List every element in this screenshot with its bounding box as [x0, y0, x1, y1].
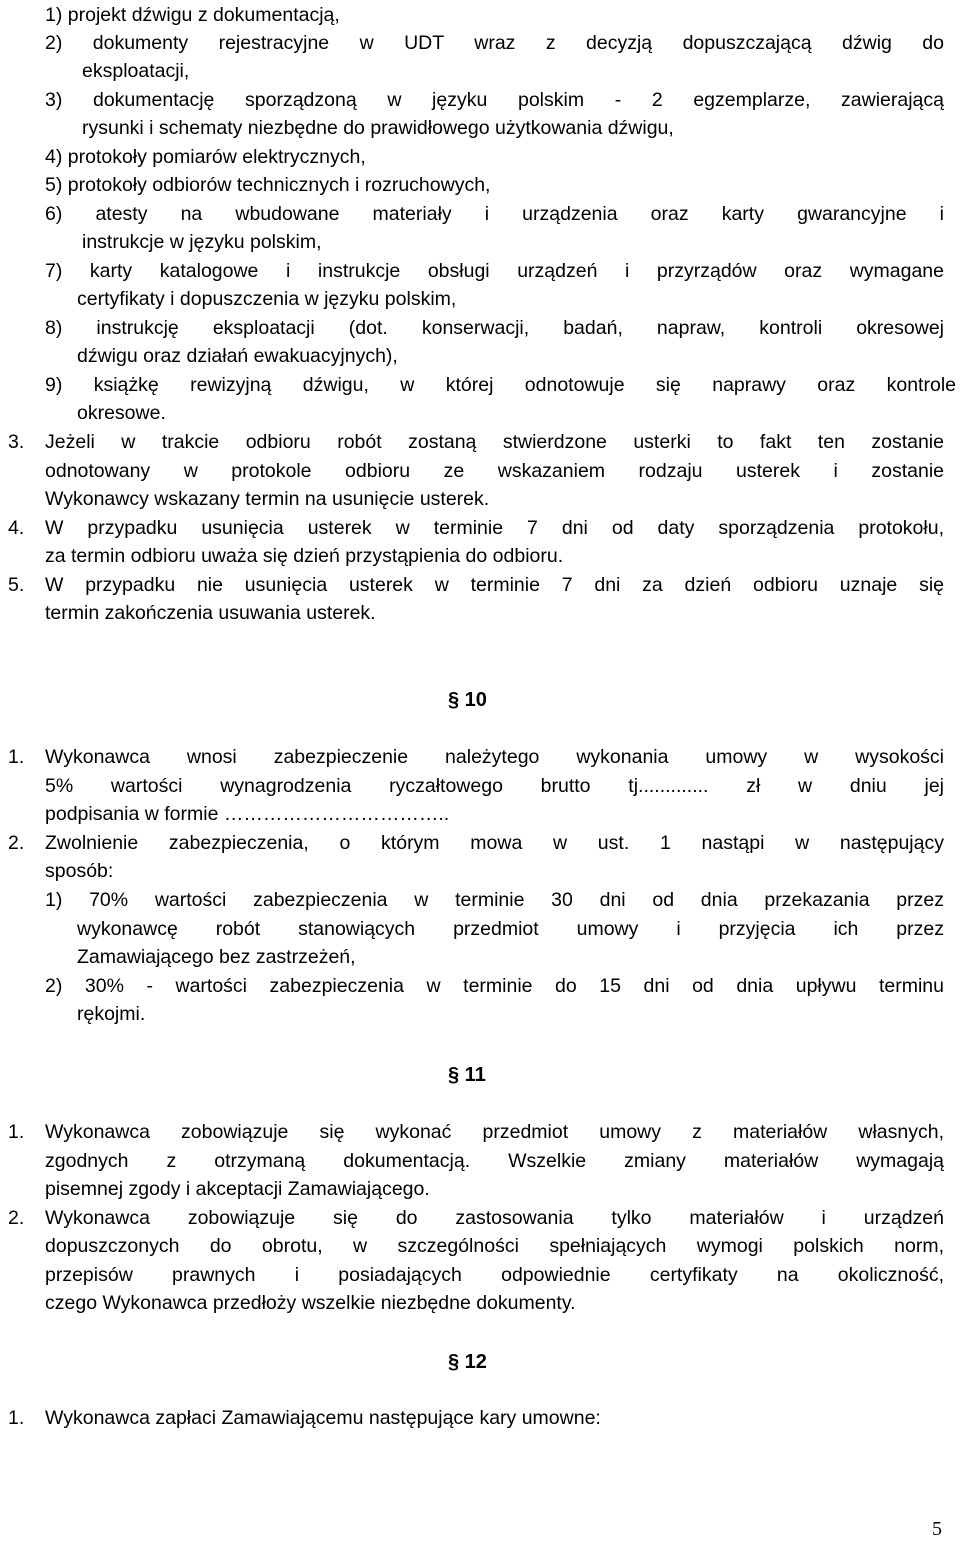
point-number-3: 3.	[8, 431, 25, 453]
s10-point-number-1: 1.	[8, 746, 25, 768]
s11-point-number-2: 2.	[8, 1207, 25, 1229]
section-10-heading: § 10	[448, 689, 487, 711]
list-item-2-cont: eksploatacji,	[82, 60, 190, 82]
s11-point-2-line-1: Wykonawca zobowiązuje się do zastosowania tylko materiałów i urządzeń	[45, 1207, 944, 1229]
s11-point-1-line-3: pisemnej zgody i akceptacji Zamawiającego.	[45, 1178, 430, 1200]
s10-sub-2-line-2: rękojmi.	[77, 1003, 146, 1025]
point-4-line-1: W przypadku usunięcia usterek w terminie 7 dni od daty sporządzenia protokołu,	[45, 517, 944, 539]
s12-point-1-line-1: Wykonawca zapłaci Zamawiającemu następujące kary umowne:	[45, 1407, 601, 1429]
point-number-5: 5.	[8, 574, 25, 596]
list-item-8-cont: dźwigu oraz działań ewakuacyjnych),	[77, 345, 398, 367]
s10-point-1-line-1: Wykonawca wnosi zabezpieczenie należytego wykonania umowy w wysokości	[45, 746, 944, 768]
point-5-line-1: W przypadku nie usunięcia usterek w terminie 7 dni za dzień odbioru uznaje się	[45, 574, 944, 596]
point-3-line-2: odnotowany w protokole odbioru ze wskazaniem rodzaju usterek i zostanie	[45, 460, 944, 482]
s11-point-2-line-3: przepisów prawnych i posiadających odpowiednie certyfikaty na okoliczność,	[45, 1264, 944, 1286]
s11-point-1-line-1: Wykonawca zobowiązuje się wykonać przedmiot umowy z materiałów własnych,	[45, 1121, 944, 1143]
list-item-9: 9) książkę rewizyjną dźwigu, w której odnotowuje się naprawy oraz kontrole	[45, 374, 956, 396]
point-3-line-3: Wykonawcy wskazany termin na usunięcie usterek.	[45, 488, 490, 510]
list-item-7-cont: certyfikaty i dopuszczenia w języku polskim,	[77, 288, 457, 310]
list-item-1: 1) projekt dźwigu z dokumentacją,	[45, 4, 340, 26]
s10-point-number-2: 2.	[8, 832, 25, 854]
s10-point-1-line-2: 5% wartości wynagrodzenia ryczałtowego brutto tj............. zł w dniu jej	[45, 775, 944, 797]
list-item-8: 8) instrukcję eksploatacji (dot. konserwacji, badań, napraw, kontroli okresowej	[45, 317, 944, 339]
list-item-6: 6) atesty na wbudowane materiały i urządzenia oraz karty gwarancyjne i	[45, 203, 944, 225]
point-number-4: 4.	[8, 517, 25, 539]
list-item-9-cont: okresowe.	[77, 402, 166, 424]
s11-point-2-line-2: dopuszczonych do obrotu, w szczególności spełniających wymogi polskich norm,	[45, 1235, 944, 1257]
s10-point-1-line-3: podpisania w formie ……………………………..	[45, 803, 450, 825]
list-item-6-cont: instrukcje w języku polskim,	[82, 231, 322, 253]
list-item-4: 4) protokoły pomiarów elektrycznych,	[45, 146, 366, 168]
list-item-2: 2) dokumenty rejestracyjne w UDT wraz z decyzją dopuszczającą dźwig do	[45, 32, 944, 54]
s10-sub-1-line-2: wykonawcę robót stanowiących przedmiot umowy i przyjęcia ich przez	[77, 918, 944, 940]
point-3-line-1: Jeżeli w trakcie odbioru robót zostaną stwierdzone usterki to fakt ten zostanie	[45, 431, 944, 453]
page-number: 5	[932, 1518, 942, 1540]
list-item-3-cont: rysunki i schematy niezbędne do prawidłowego użytkowania dźwigu,	[82, 117, 674, 139]
section-11-heading: § 11	[448, 1064, 486, 1086]
s10-point-2-line-1: Zwolnienie zabezpieczenia, o którym mowa w ust. 1 nastąpi w następujący	[45, 832, 944, 854]
list-item-3: 3) dokumentację sporządzoną w języku polskim - 2 egzemplarze, zawierającą	[45, 89, 944, 111]
section-12-heading: § 12	[448, 1351, 487, 1373]
s10-point-2-line-2: sposób:	[45, 860, 114, 882]
point-5-line-2: termin zakończenia usuwania usterek.	[45, 602, 376, 624]
s12-point-number-1: 1.	[8, 1407, 25, 1429]
s10-sub-1-line-3: Zamawiającego bez zastrzeżeń,	[77, 946, 356, 968]
point-4-line-2: za termin odbioru uważa się dzień przystąpienia do odbioru.	[45, 545, 564, 567]
s10-sub-2-line-1: 2) 30% - wartości zabezpieczenia w terminie do 15 dni od dnia upływu terminu	[45, 975, 944, 997]
s11-point-1-line-2: zgodnych z otrzymaną dokumentacją. Wszelkie zmiany materiałów wymagają	[45, 1150, 944, 1172]
list-item-5: 5) protokoły odbiorów technicznych i rozruchowych,	[45, 174, 491, 196]
list-item-7: 7) karty katalogowe i instrukcje obsługi urządzeń i przyrządów oraz wymagane	[45, 260, 944, 282]
s11-point-number-1: 1.	[8, 1121, 25, 1143]
s11-point-2-line-4: czego Wykonawca przedłoży wszelkie niezbędne dokumenty.	[45, 1292, 576, 1314]
s10-sub-1-line-1: 1) 70% wartości zabezpieczenia w terminie 30 dni od dnia przekazania przez	[45, 889, 944, 911]
